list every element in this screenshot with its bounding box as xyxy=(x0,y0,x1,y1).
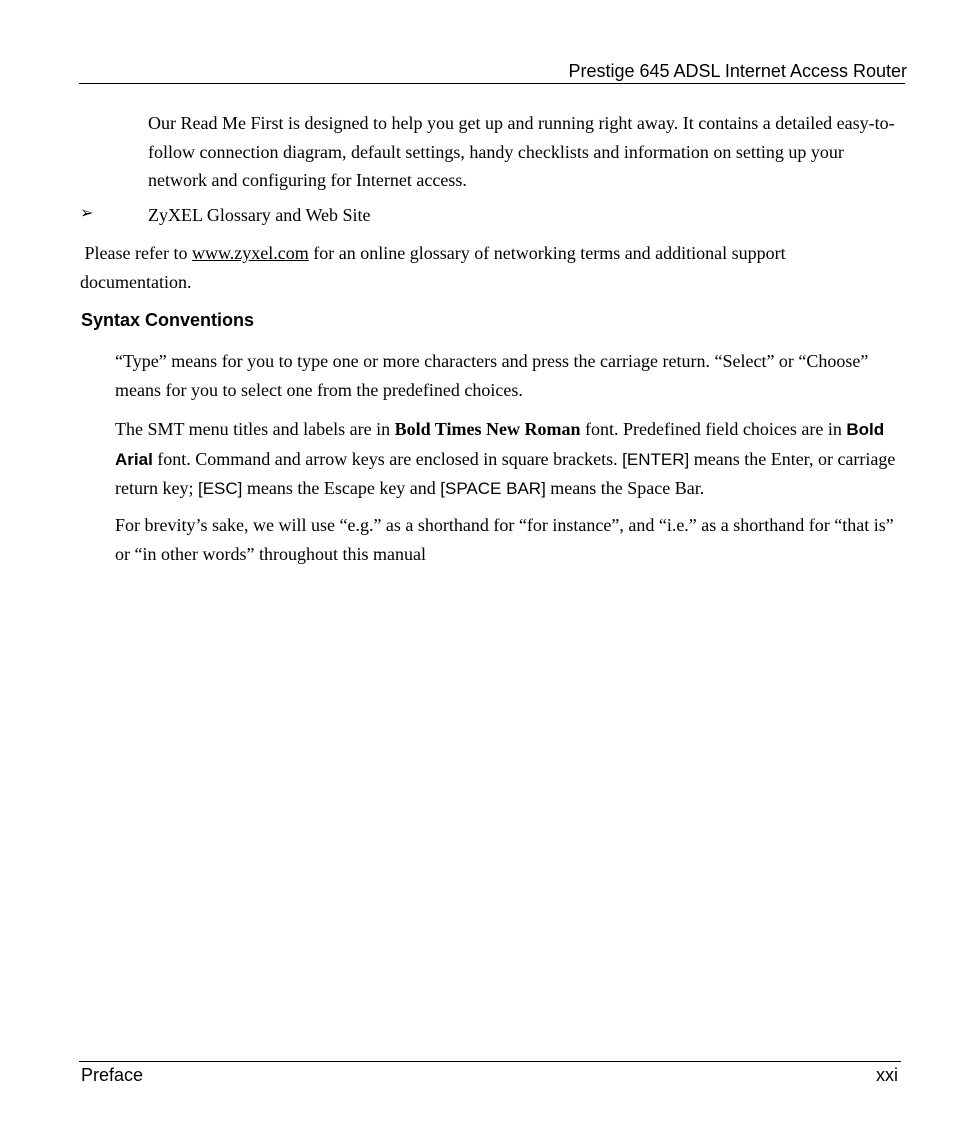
esc-key-example: [ESC] xyxy=(197,479,243,498)
smt-text-3: font. Command and arrow keys are enclosed in square brackets. xyxy=(152,448,623,469)
glossary-refer-paragraph xyxy=(80,239,900,296)
footer-divider xyxy=(79,1061,901,1062)
refer-text-after: for an online glossary of networking terms and additional support documentation. xyxy=(80,243,786,292)
footer-page-number: xxi xyxy=(876,1065,898,1085)
bold-arial-example: Bold Arial xyxy=(115,420,885,469)
brevity-paragraph: For brevity’s sake, we will use “e.g.” as a shorthand for “for instance”, and “i.e.” as a shorthand for “that is” or “in other words” throughout this manual xyxy=(115,515,894,564)
type-select-paragraph: “Type” means for you to type one or more characters and press the carriage return. “Select” or “Choose” means for you to select one from the predefined choices. xyxy=(115,351,869,400)
running-header-title: Prestige 645 ADSL Internet Access Router xyxy=(568,61,907,81)
enter-key-example: [ENTER] xyxy=(622,449,690,469)
zyxel-website-link[interactable]: www.zyxel.com xyxy=(191,243,309,263)
bold-times-example: Bold Times New Roman xyxy=(394,419,581,439)
smt-text-5: means the Escape key and xyxy=(242,478,441,498)
syntax-conventions-heading: Syntax Conventions xyxy=(81,310,255,330)
smt-conventions-paragraph xyxy=(115,415,905,504)
arrow-bullet-icon: ➢ xyxy=(80,205,94,222)
glossary-list-item: ZyXEL Glossary and Web Site xyxy=(148,205,371,225)
smt-text-2: font. Predefined field choices are in xyxy=(580,419,847,439)
smt-text-6: means the Space Bar. xyxy=(545,478,705,498)
header-divider xyxy=(79,83,905,84)
read-me-first-paragraph: Our Read Me First is designed to help you get up and running right away. It contains a detailed easy-to-follow connection diagram, default settings, handy checklists and information on setting up your network and configuring for Internet access. xyxy=(148,113,895,190)
space-bar-key-example: [SPACE BAR] xyxy=(440,479,546,498)
footer-section-name: Preface xyxy=(81,1065,144,1085)
smt-text-1: The SMT menu titles and labels are in xyxy=(115,419,395,439)
smt-text-4: means the Enter, or carriage return key; xyxy=(115,448,896,498)
refer-text-before: Please refer to xyxy=(80,243,192,263)
